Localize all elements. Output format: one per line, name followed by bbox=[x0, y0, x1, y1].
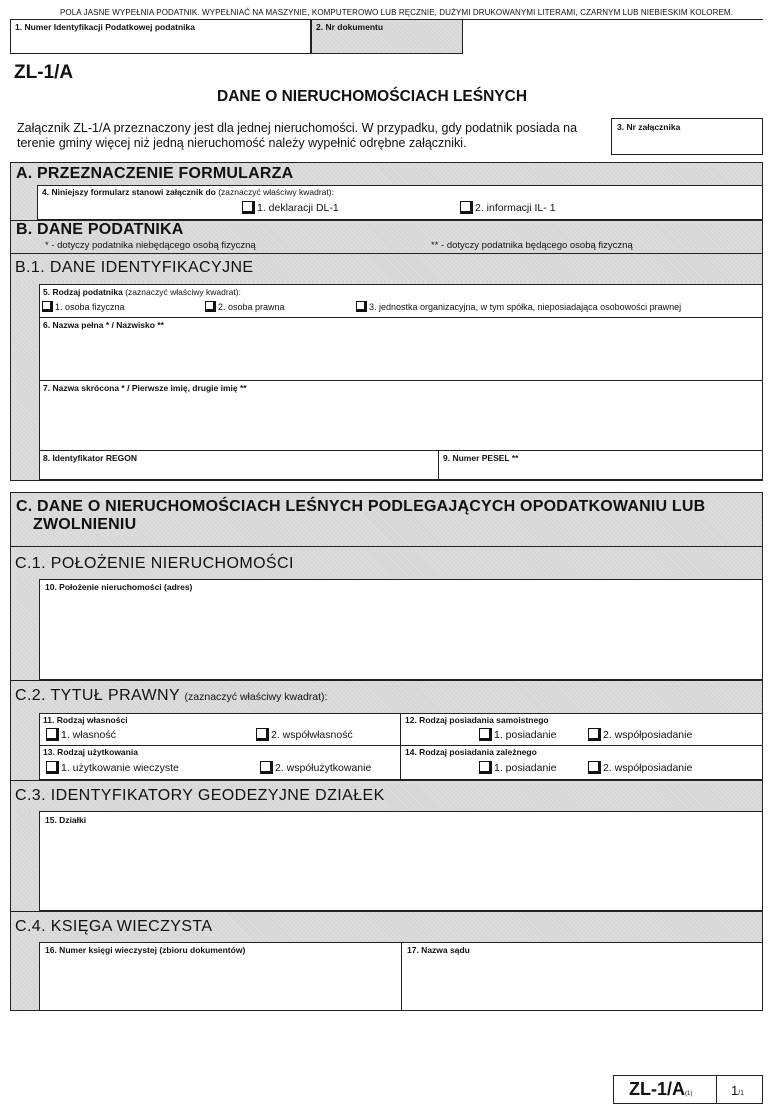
checkbox-informacji[interactable] bbox=[460, 201, 473, 214]
checkbox-wspolposiadanie-samoistne[interactable] bbox=[588, 728, 601, 741]
section-b-title: B. DANE PODATNIKA bbox=[16, 221, 184, 238]
field-14-label: 14. Rodzaj posiadania zależnego bbox=[405, 747, 537, 757]
checkbox-wspoluzytkowanie[interactable] bbox=[260, 761, 273, 774]
option-wspolwlasnosc[interactable] bbox=[256, 728, 353, 741]
checkbox-uzytkowanie-wieczyste[interactable] bbox=[46, 761, 59, 774]
section-c2-hint: (zaznaczyć właściwy kwadrat): bbox=[184, 691, 328, 703]
section-b1-header bbox=[10, 253, 763, 283]
field-16-label: 16. Numer księgi wieczystej (zbioru dokumentów) bbox=[45, 945, 246, 955]
document-number-label: 2. Nr dokumentu bbox=[316, 22, 384, 32]
section-b-note-1: * - dotyczy podatnika niebędącego osobą fizyczną bbox=[45, 240, 256, 251]
option-deklaracji[interactable] bbox=[242, 201, 339, 214]
section-c1-header bbox=[10, 546, 763, 579]
footer-page-sub: /1 bbox=[738, 1090, 745, 1097]
section-c-title-line-2: ZWOLNIENIU bbox=[33, 516, 137, 533]
top-instruction-note: POLA JASNE WYPEŁNIA PODATNIK. WYPEŁNIAĆ NA MASZYNIE, KOMPUTEROWO LUB RĘCZNIE, DUŻYMI DRUKOWANYMI LITERAMI, CZARNYM LUB NIEBIESKIM KOLOREM. bbox=[60, 8, 734, 17]
option-wspolposiadanie-zalezne-label: 2. współposiadanie bbox=[603, 762, 693, 774]
intro-line-2: terenie gminy więcej niż jedną nieruchomość należy wypełnić odrębne załączniki. bbox=[17, 136, 467, 150]
field-4-label bbox=[42, 187, 334, 197]
field-7-box[interactable] bbox=[39, 380, 763, 451]
field-5-hint: (zaznaczyć właściwy kwadrat): bbox=[125, 287, 241, 297]
option-osoba-fizyczna-label: 1. osoba fizyczna bbox=[55, 302, 125, 312]
field-5-label-text: 5. Rodzaj podatnika bbox=[43, 287, 123, 297]
checkbox-wlasnosc[interactable] bbox=[46, 728, 59, 741]
footer-page-number bbox=[731, 1082, 744, 1100]
field-10-box[interactable] bbox=[39, 579, 763, 680]
footer-code-box bbox=[613, 1075, 763, 1104]
option-posiadanie-samoistne-label: 1. posiadanie bbox=[494, 729, 557, 741]
form-code: ZL-1/A bbox=[14, 62, 74, 83]
section-c1-title: C.1. POŁOŻENIE NIERUCHOMOŚCI bbox=[15, 555, 294, 572]
attachment-number-field[interactable] bbox=[611, 118, 763, 155]
form-title: DANE O NIERUCHOMOŚCIACH LEŚNYCH bbox=[217, 88, 528, 105]
section-c2-title: C.2. TYTUŁ PRAWNY bbox=[15, 687, 181, 704]
checkbox-wspolwlasnosc[interactable] bbox=[256, 728, 269, 741]
option-wspolwlasnosc-label: 2. współwłasność bbox=[271, 729, 353, 741]
checkbox-posiadanie-zalezne[interactable] bbox=[479, 761, 492, 774]
field-15-box[interactable] bbox=[39, 811, 763, 911]
section-c2-header bbox=[10, 680, 763, 713]
option-jednostka[interactable] bbox=[356, 301, 681, 312]
section-c2-body bbox=[10, 713, 763, 780]
intro-text bbox=[17, 121, 577, 151]
field-6-box[interactable] bbox=[39, 317, 763, 381]
field-11-box bbox=[39, 713, 401, 746]
field-13-label: 13. Rodzaj użytkowania bbox=[43, 747, 138, 757]
field-6-label: 6. Nazwa pełna * / Nazwisko ** bbox=[43, 320, 164, 330]
field-4-hint: (zaznaczyć właściwy kwadrat): bbox=[218, 187, 334, 197]
section-c-title bbox=[16, 498, 705, 534]
intro-line-1: Załącznik ZL-1/A przeznaczony jest dla jednej nieruchomości. W przypadku, gdy podatnik posiada na bbox=[17, 121, 578, 135]
section-c3-body bbox=[10, 811, 763, 911]
checkbox-wspolposiadanie-zalezne[interactable] bbox=[588, 761, 601, 774]
field-5-label bbox=[43, 287, 241, 297]
section-c4-title: C.4. KSIĘGA WIECZYSTA bbox=[15, 918, 213, 935]
field-11-label: 11. Rodzaj własności bbox=[43, 715, 128, 725]
section-a-body bbox=[10, 185, 763, 220]
checkbox-osoba-fizyczna[interactable] bbox=[42, 301, 53, 312]
field-13-box bbox=[39, 745, 401, 780]
option-wspoluzytkowanie-label: 2. współużytkowanie bbox=[275, 762, 372, 774]
field-16-box[interactable] bbox=[39, 942, 402, 1011]
field-4-label-text: 4. Niniejszy formularz stanowi załącznik do bbox=[42, 187, 216, 197]
option-uzytkowanie-wieczyste-label: 1. użytkowanie wieczyste bbox=[61, 762, 179, 774]
option-informacji[interactable] bbox=[460, 201, 556, 214]
option-jednostka-label: 3. jednostka organizacyjna, w tym spółka, nieposiadająca osobowości prawnej bbox=[369, 302, 682, 312]
section-c1-body bbox=[10, 579, 763, 680]
footer-form-code bbox=[629, 1079, 692, 1100]
field-12-label: 12. Rodzaj posiadania samoistnego bbox=[405, 715, 549, 725]
field-10-label: 10. Położenie nieruchomości (adres) bbox=[45, 582, 193, 592]
section-a-title: A. PRZEZNACZENIE FORMULARZA bbox=[16, 165, 294, 182]
footer-divider bbox=[716, 1076, 717, 1103]
checkbox-jednostka[interactable] bbox=[356, 301, 367, 312]
checkbox-deklaracji[interactable] bbox=[242, 201, 255, 214]
option-wlasnosc[interactable] bbox=[46, 728, 116, 741]
field-12-box bbox=[400, 713, 763, 746]
footer-code-sub: (1) bbox=[685, 1091, 693, 1097]
option-osoba-prawna-label: 2. osoba prawna bbox=[218, 302, 285, 312]
option-wspolposiadanie-samoistne-label: 2. współposiadanie bbox=[603, 729, 693, 741]
section-c3-title: C.3. IDENTYFIKATORY GEODEZYJNE DZIAŁEK bbox=[15, 787, 385, 804]
section-c4-body bbox=[10, 942, 763, 1011]
field-17-box[interactable] bbox=[401, 942, 763, 1011]
option-wspoluzytkowanie[interactable] bbox=[260, 761, 371, 774]
section-b-header bbox=[10, 220, 763, 253]
option-osoba-prawna[interactable] bbox=[205, 301, 285, 312]
section-c3-header bbox=[10, 780, 763, 811]
attachment-number-label: 3. Nr załącznika bbox=[617, 122, 681, 132]
section-a-header bbox=[10, 162, 763, 186]
footer-page: 1 bbox=[731, 1083, 739, 1098]
section-c2-title-row bbox=[15, 687, 327, 705]
field-9-box[interactable] bbox=[438, 450, 763, 480]
section-c-title-line-1: C. DANE O NIERUCHOMOŚCIACH LEŚNYCH PODLEGAJĄCYCH OPODATKOWANIU LUB bbox=[16, 498, 706, 515]
field-5-box bbox=[39, 284, 763, 318]
section-b1-body bbox=[10, 282, 763, 481]
option-wspolposiadanie-samoistne[interactable] bbox=[588, 728, 692, 741]
option-uzytkowanie-wieczyste[interactable] bbox=[46, 761, 179, 774]
footer-code: ZL-1/A bbox=[629, 1079, 685, 1099]
nip-field[interactable] bbox=[10, 19, 311, 54]
document-number-field bbox=[311, 19, 463, 54]
option-posiadanie-zalezne-label: 1. posiadanie bbox=[494, 762, 557, 774]
option-osoba-fizyczna[interactable] bbox=[42, 301, 125, 312]
nip-field-label: 1. Numer Identyfikacji Podatkowej podatnika bbox=[15, 22, 195, 32]
field-17-label: 17. Nazwa sądu bbox=[407, 945, 470, 955]
field-8-box[interactable] bbox=[39, 450, 439, 480]
field-9-label: 9. Numer PESEL ** bbox=[443, 453, 519, 463]
field-8-label: 8. Identyfikator REGON bbox=[43, 453, 137, 463]
field-15-label: 15. Działki bbox=[45, 815, 87, 825]
field-14-box bbox=[400, 745, 763, 780]
option-deklaracji-label: 1. deklaracji DL-1 bbox=[257, 202, 339, 214]
field-7-label: 7. Nazwa skrócona * / Pierwsze imię, drugie imię ** bbox=[43, 383, 247, 393]
option-informacji-label: 2. informacji IL- 1 bbox=[475, 202, 556, 214]
option-posiadanie-zalezne[interactable] bbox=[479, 761, 556, 774]
section-b-note-2: ** - dotyczy podatnika będącego osobą fizyczną bbox=[431, 240, 633, 251]
option-posiadanie-samoistne[interactable] bbox=[479, 728, 556, 741]
section-c-header bbox=[10, 492, 763, 546]
option-wlasnosc-label: 1. własność bbox=[61, 729, 116, 741]
checkbox-osoba-prawna[interactable] bbox=[205, 301, 216, 312]
option-wspolposiadanie-zalezne[interactable] bbox=[588, 761, 692, 774]
checkbox-posiadanie-samoistne[interactable] bbox=[479, 728, 492, 741]
section-c4-header bbox=[10, 911, 763, 942]
field-4-box bbox=[37, 185, 763, 220]
section-b1-title: B.1. DANE IDENTYFIKACYJNE bbox=[15, 259, 254, 276]
top-divider bbox=[463, 19, 763, 20]
